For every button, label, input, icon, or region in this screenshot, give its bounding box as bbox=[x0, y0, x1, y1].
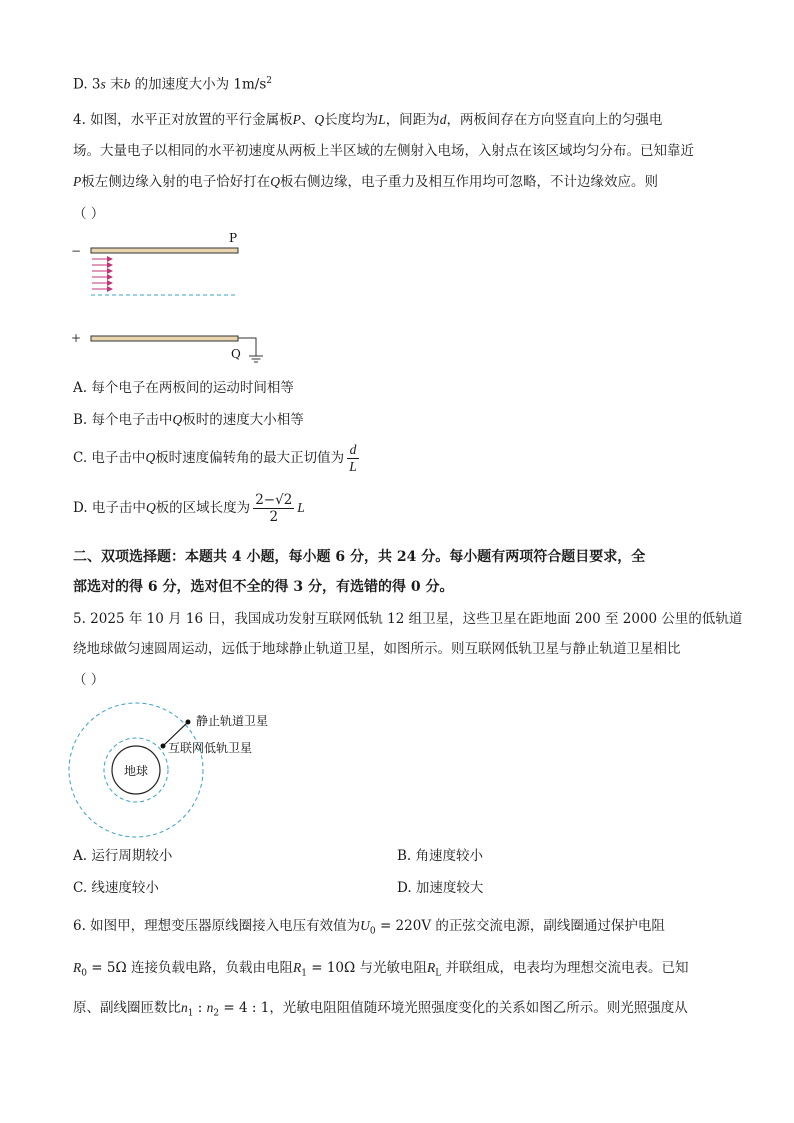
section2-heading-line2: 部选对的得 6 分，选对但不全的得 3 分，有选错的得 0 分。 bbox=[73, 579, 454, 595]
plate-q bbox=[91, 336, 238, 341]
q4-option-b: B. 每个电子击中Q板时的速度大小相等 bbox=[73, 412, 304, 428]
q5-stem-line2: 绕地球做匀速圆周运动，远低于地球静止轨道卫星，如图所示。则互联网低轨卫星与静止轨道卫星相比 bbox=[73, 641, 681, 657]
q6-stem-line3: 原、副线圈匝数比$n_1$ : $n_2 = 4$ : 1，光敏电阻阻值随环境光照强度变化的关系如图乙所示。则光照强度从 bbox=[73, 1000, 688, 1019]
q5-option-b: B. 角速度较小 bbox=[397, 848, 484, 864]
plate-p-label: P bbox=[229, 231, 238, 245]
q5-option-c: C. 线速度较小 bbox=[73, 880, 159, 896]
fraction-region-length: $\frac{2-√2}{2}$ bbox=[255, 492, 293, 525]
q4-stem-line2: 场。大量电子以相同的水平初速度从两板上半区域的左侧射入电场，入射点在该区域均匀分布。已知靠近 bbox=[73, 143, 694, 159]
geo-label: 静止轨道卫星 bbox=[196, 714, 269, 728]
q4-option-d: D. 电子击中Q板的区域长度为 $\frac{2-√2}{2}$ L bbox=[73, 492, 305, 525]
q4-option-c: C. 电子击中Q板时速度偏转角的最大正切值为 $\frac{d}{L}$ bbox=[73, 442, 357, 474]
leo-label: 互联网低轨卫星 bbox=[168, 741, 253, 755]
geo-satellite bbox=[186, 720, 191, 725]
q6-stem-line1: 6. 如图甲，理想变压器原线圈接入电压有效值为$U_0 = 220V$ 的正弦交流电源，副线圈通过保护电阻 bbox=[73, 918, 665, 937]
q4-option-a: A. 每个电子在两板间的运动时间相等 bbox=[73, 380, 294, 396]
leo-satellite bbox=[161, 744, 166, 749]
section2-heading-line1: 二、双项选择题：本题共 4 小题，每小题 6 分，共 24 分。每小题有两项符合题目要求，全 bbox=[73, 549, 646, 565]
q4-stem-line1: 4. 如图，水平正对放置的平行金属板P、Q长度均为L，间距为d，两板间存在方向竖直向上的匀强电 bbox=[73, 112, 663, 128]
q5-option-a: A. 运行周期较小 bbox=[73, 848, 173, 864]
q5-option-d: D. 加速度较大 bbox=[397, 880, 484, 896]
q4-answer-paren: （ ） bbox=[73, 206, 105, 222]
plate-q-label: Q bbox=[231, 347, 241, 361]
q3-option-d: D. 3s 末b 的加速度大小为 $1m/s^2$ bbox=[73, 76, 273, 93]
plus-sign: + bbox=[71, 331, 82, 345]
earth-label: 地球 bbox=[123, 764, 149, 778]
q6-stem-line2: $R_0 = 5\Omega$ 连接负载电路，负载由电阻$R_1 = 10\Omega$ 与光敏电阻$R_L$ 并联组成，电表均为理想交流电表。已知 bbox=[73, 960, 689, 979]
q4-plates-figure bbox=[66, 228, 276, 368]
plate-p bbox=[91, 248, 238, 253]
electron-arrows bbox=[92, 259, 112, 289]
fraction-d-over-l: $\frac{d}{L}$ bbox=[349, 442, 357, 474]
minus-sign: − bbox=[71, 244, 82, 258]
q5-answer-paren: （ ） bbox=[73, 672, 105, 688]
q5-orbit-figure bbox=[68, 700, 298, 845]
q5-stem-line1: 5. 2025 年 10 月 16 日，我国成功发射互联网低轨 12 组卫星，这些卫星在距地面 200 至 2000 公里的低轨道 bbox=[73, 611, 743, 627]
q4-stem-line3: P板左侧边缘入射的电子恰好打在Q板右侧边缘，电子重力及相互作用均可忽略，不计边缘效应。则 bbox=[73, 174, 658, 190]
